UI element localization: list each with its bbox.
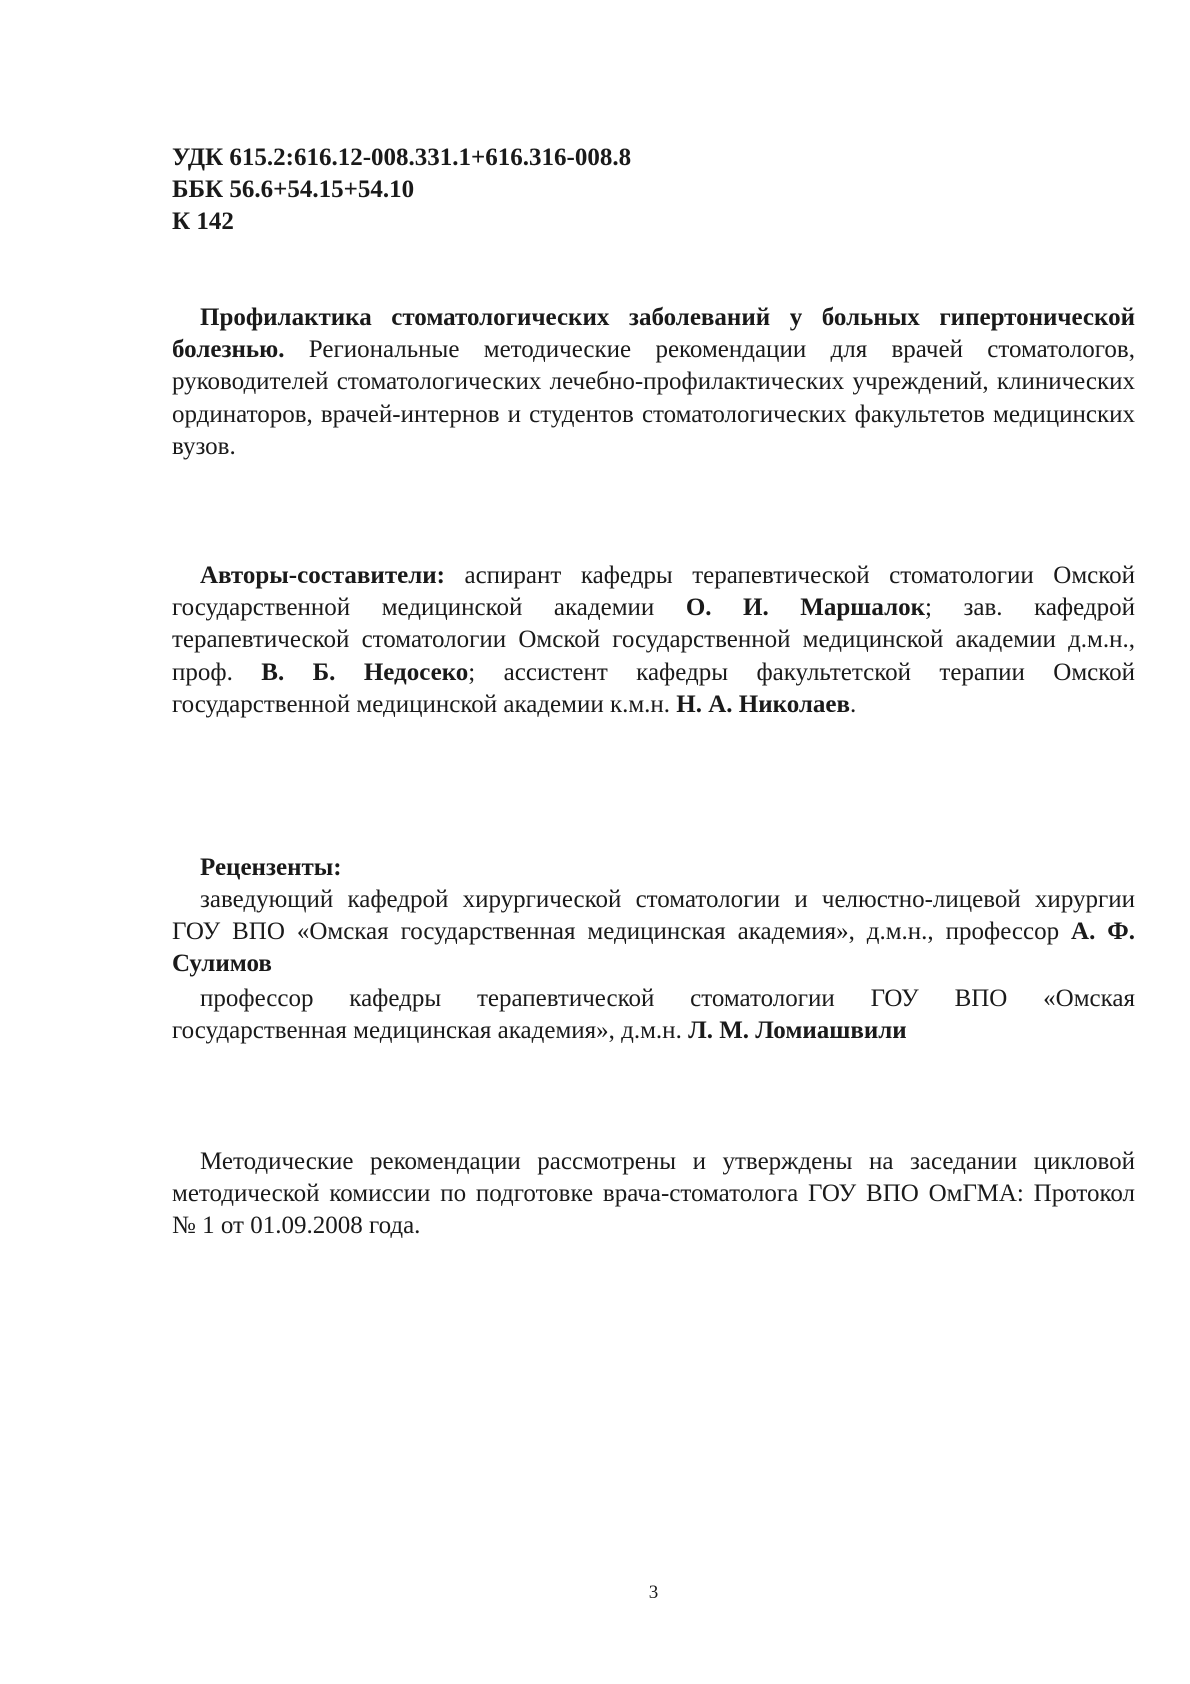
authors-text-4: . <box>850 690 857 718</box>
document-page <box>172 0 1135 1684</box>
author-mark: К 142 <box>172 208 234 235</box>
author-name-2: В. Б. Недосеко <box>261 658 469 686</box>
bbk-code: ББК 56.6+54.15+54.10 <box>172 176 415 203</box>
udk-code: УДК 615.2:616.12-008.331.1+616.316-008.8 <box>172 144 632 171</box>
author-name-1: О. И. Маршалок <box>685 594 926 622</box>
document-description: Региональные методические рекомендации для врачей стоматологов, руководителей стоматологических лечебно-профилактических учреждений, клинических ординаторов, врачей-интернов и студентов стоматологических факультетов медицинских вузов. <box>172 336 1135 460</box>
reviewer-2-name: Л. М. Ломиашвили <box>688 1017 907 1045</box>
document-title: Профилактика стоматологических заболеваний у больных гипертонической болезнью. <box>172 304 1135 364</box>
reviewer-2-paragraph <box>172 983 1135 1047</box>
page-number: 3 <box>648 1582 659 1603</box>
authors-text-3: ; ассистент кафедры факультетской терапии Омской государственной медицинской академии к.м.н. <box>172 658 1135 718</box>
title-paragraph <box>172 302 1135 463</box>
classification-codes <box>172 142 631 238</box>
approval-paragraph: Методические рекомендации рассмотрены и утверждены на заседании цикловой методической комиссии по подготовке врача-стоматолога ГОУ ВПО ОмГМА: Протокол № 1 от 01.09.2008 года. <box>172 1148 1135 1240</box>
author-name-3: Н. А. Николаев <box>676 690 851 718</box>
authors-text-2: ; зав. кафедрой терапевтической стоматологии Омской государственной медицинской академии д.м.н., проф. <box>172 594 1135 686</box>
reviewer-2-text: профессор кафедры терапевтической стоматологии ГОУ ВПО «Омская государственная медицинская академия», д.м.н. <box>172 985 1135 1045</box>
authors-paragraph <box>172 560 1135 721</box>
reviewer-1-text: заведующий кафедрой хирургической стоматологии и челюстно-лицевой хирургии ГОУ ВПО «Омская государственная медицинская академия», д.м.н., профессор <box>172 886 1135 946</box>
reviewer-1-paragraph <box>172 884 1135 981</box>
reviewers-heading: Рецензенты: <box>200 854 342 881</box>
reviewer-1-name: А. Ф. Сулимов <box>172 918 1136 978</box>
authors-text-1: аспирант кафедры терапевтической стоматологии Омской государственной медицинской академии <box>172 562 1135 622</box>
authors-label: Авторы-составители: <box>200 562 445 589</box>
